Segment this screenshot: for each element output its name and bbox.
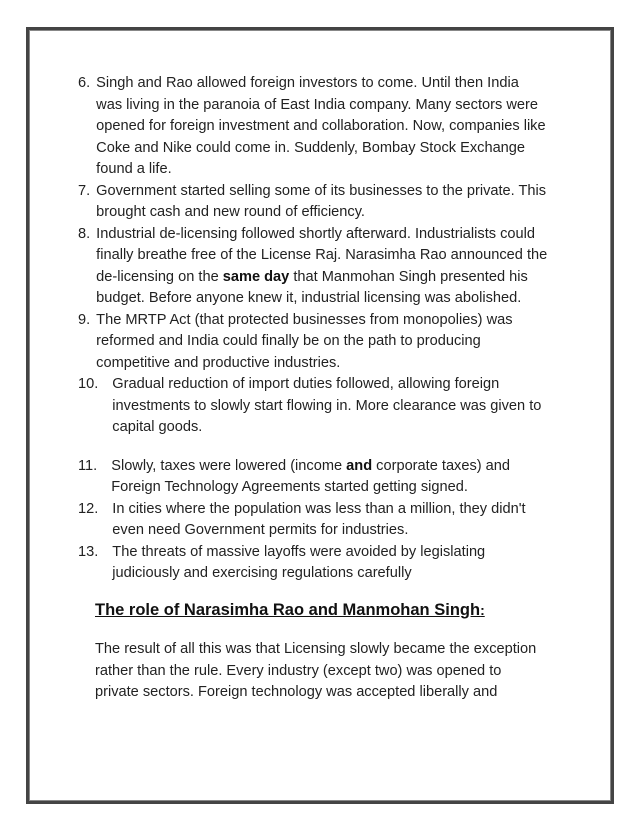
list-text: [96, 224, 548, 310]
list-item: [78, 310, 548, 375]
list-number: 8.: [78, 225, 91, 242]
list-item: [78, 499, 548, 542]
text-run: corporate taxes) and Foreign Technology Agreements started getting signed.: [111, 457, 511, 495]
text-run: The MRTP Act (that protected businesses from monopolies) was reformed and India could finally be on the path to producing competitive and productive industries.: [96, 311, 513, 371]
text-run: Government started selling some of its businesses to the private. This brought cash and new round of efficiency.: [96, 182, 547, 220]
list-item: [78, 224, 548, 310]
list-item: [78, 374, 548, 439]
body-paragraph: The result of all this was that Licensing slowly became the exception rather than the rule. Every industry (except two) was opened to private sectors. Foreign technology was accepted liberally and: [95, 641, 537, 700]
text-run: Singh and Rao allowed foreign investors to come. Until then India was living in the paranoia of East India company. Many sectors were opened for foreign investment and collaboration. Now, companies like Coke and Nike could come in. Suddenly, Bombay Stock Exchange found a life.: [96, 75, 546, 177]
text-run: In cities where the population was less than a million, they didn't even need Government permits for industries.: [112, 500, 526, 538]
text-run: Gradual reduction of import duties followed, allowing foreign investments to slowly start flowing in. More clearance was given to capital goods.: [112, 376, 542, 435]
heading-text: The role of Narasimha Rao and Manmohan Singh: [95, 600, 481, 619]
list-item: [78, 73, 548, 181]
list-text: [111, 456, 548, 499]
text-run: Industrial de-licensing followed shortly afterward. Industrialists could finally breathe free of the License Raj. Narasimha Rao announced the de-licensing on the: [96, 225, 548, 285]
list-number: 13.: [78, 543, 99, 560]
list-number: 6.: [78, 75, 91, 91]
list-number: 10.: [78, 376, 99, 392]
list-text: [96, 310, 548, 375]
document-body: [78, 73, 548, 704]
bold-text: same day: [222, 268, 290, 285]
text-run: The threats of massive layoffs were avoided by legislating judiciously and exercising regulations carefully: [112, 543, 486, 581]
heading-colon: :: [480, 601, 485, 618]
list-text: [96, 181, 548, 224]
bold-text: and: [346, 457, 373, 474]
list-number: 7.: [78, 182, 91, 199]
list-number: 12.: [78, 500, 99, 517]
text-run: Slowly, taxes were lowered (income: [111, 457, 347, 474]
list-item: [78, 181, 548, 224]
list-text: [112, 374, 548, 439]
text-run: that Manmohan Singh presented his budget. Before anyone knew it, industrial licensing was abolished.: [96, 268, 528, 306]
section-heading: [95, 600, 548, 622]
list-text: [96, 73, 548, 181]
list-item: [78, 456, 548, 499]
list-text: [112, 499, 548, 542]
list-item: [78, 542, 548, 585]
list-number: 9.: [78, 311, 91, 328]
list-text: [112, 542, 548, 585]
list-number: 11.: [78, 457, 98, 474]
